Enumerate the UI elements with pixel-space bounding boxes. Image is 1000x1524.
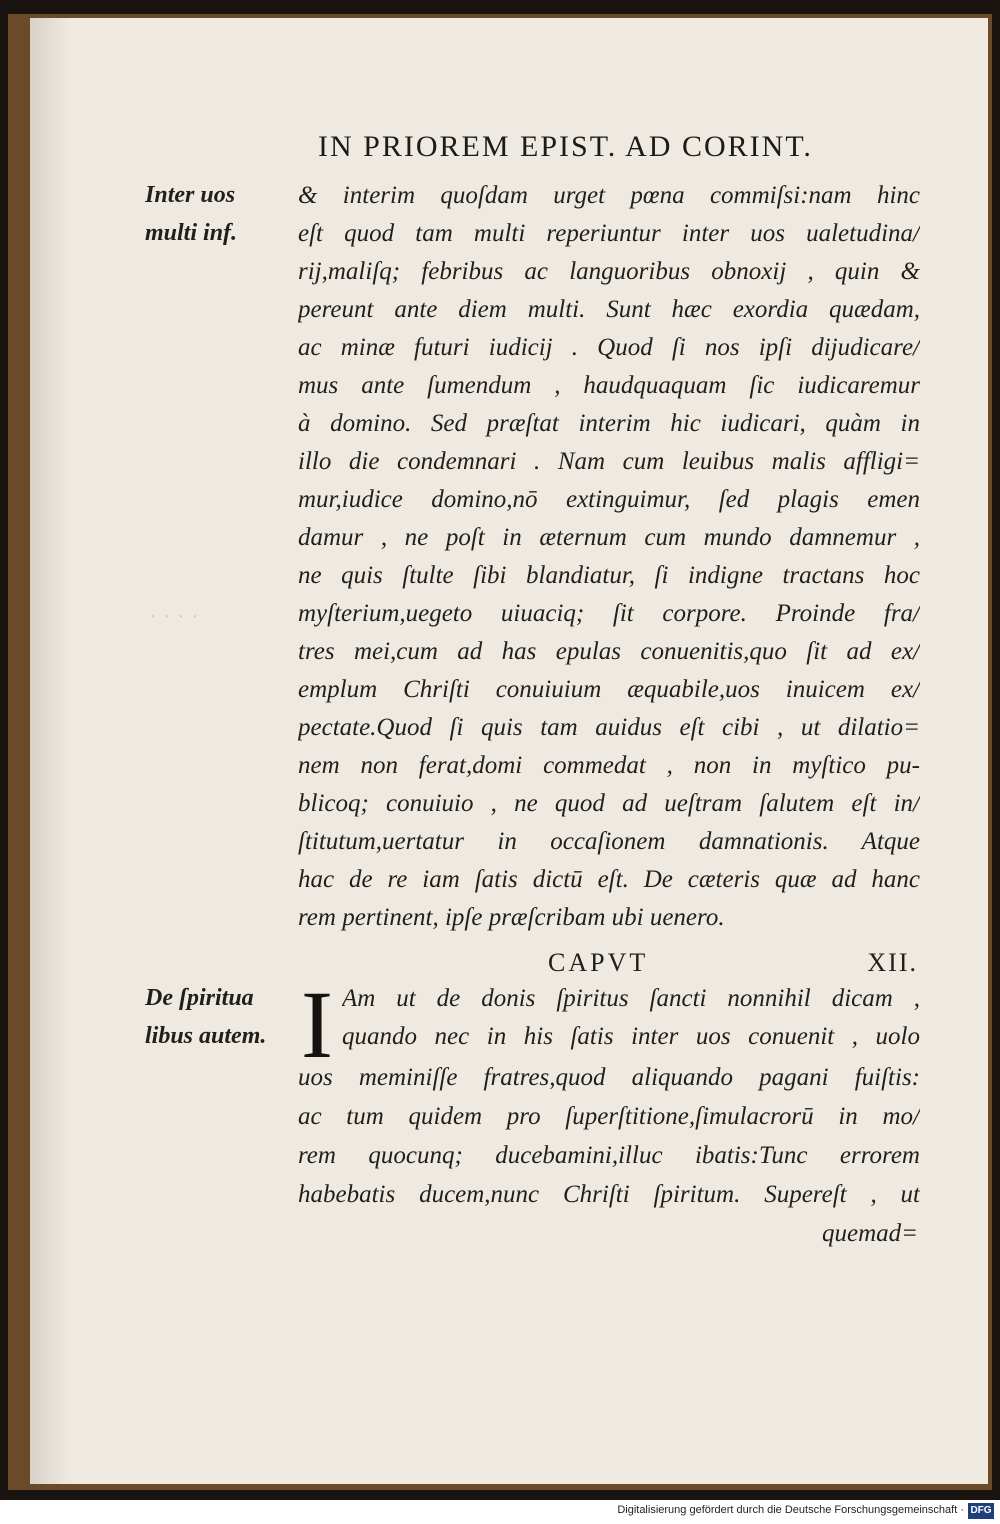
footer-bar — [0, 1500, 1000, 1524]
dfg-logo: DFG — [968, 1503, 994, 1519]
text-line: blicoq; conuiuio , ne quod ad ueſtram ſalutem eſt in/ — [298, 790, 920, 817]
margin-note: libus autem. — [145, 1023, 267, 1049]
text-line: nem non ferat,domi commedat , non in myſtico pu- — [298, 752, 920, 779]
text-line: illo die condemnari . Nam cum leuibus malis affligi= — [298, 448, 920, 475]
margin-note: De ſpiritua — [145, 985, 254, 1011]
text-line: à domino. Sed præſtat interim hic iudicari, quàm in — [298, 410, 920, 437]
text-line: quando nec in his ſatis inter uos conuenit , uolo — [342, 1023, 920, 1050]
text-line: pectate.Quod ſi quis tam auidus eſt cibi , ut dilatio= — [298, 714, 920, 741]
text-line: hac de re iam ſatis dictū eſt. De cæteris quæ ad hanc — [298, 866, 920, 893]
text-line: mus ante ſumendum , haudquaquam ſic iudicaremur — [298, 372, 920, 399]
chapter-title: CAPVT — [548, 948, 649, 977]
catchword: quemad= — [821, 1220, 918, 1247]
text-line: Am ut de donis ſpiritus ſancti nonnihil dicam , — [342, 985, 920, 1012]
text-line: eſt quod tam multi reperiuntur inter uos ualetudina/ — [298, 220, 920, 247]
text-line: mur,iudice domino,nō extinguimur, ſed plagis emen — [298, 486, 920, 513]
text-line: myſterium,uegeto uiuaciq; ſit corpore. Proinde fra/ — [298, 600, 920, 627]
funding-credit: Digitalisierung gefördert durch die Deutsche Forschungsgemeinschaft · — [617, 1504, 964, 1516]
show-through-smudge: · · · · — [150, 606, 199, 628]
margin-note: Inter uos — [145, 182, 236, 208]
text-line: ſtitutum,uertatur in occaſionem damnationis. Atque — [298, 828, 920, 855]
text-line: habebatis ducem,nunc Chriſti ſpiritum. Supereſt , ut — [298, 1181, 920, 1208]
text-line: damur , ne poſt in æternum cum mundo damnemur , — [298, 524, 920, 551]
text-line: pereunt ante diem multi. Sunt hæc exordia quædam, — [298, 296, 920, 323]
text-line: rem quocunq; ducebamini,illuc ibatis:Tunc errorem — [298, 1142, 920, 1169]
text-line: & interim quoſdam urget pœna commiſsi:nam hinc — [298, 182, 920, 209]
text-line: rij,maliſq; febribus ac languoribus obnoxij , quin & — [298, 258, 920, 285]
text-line: tres mei,cum ad has epulas conuenitis,quo ſit ad ex/ — [298, 638, 920, 665]
text-line: uos meminiſſe fratres,quod aliquando pagani fuiſtis: — [298, 1064, 920, 1091]
text-line: ac minæ futuri iudicij . Quod ſi nos ipſi dijudicare/ — [298, 334, 920, 361]
text-line: rem pertinent, ipſe præſcribam ubi uenero. — [298, 904, 725, 931]
chapter-number: XII. — [867, 948, 918, 977]
text-line: emplum Chriſti conuiuium æquabile,uos inuicem ex/ — [298, 676, 920, 703]
text-line: ne quis ſtulte ſibi blandiatur, ſi indigne tractans hoc — [298, 562, 920, 589]
text-line: ac tum quidem pro ſuperſtitione,ſimulacrorū in mo/ — [298, 1103, 920, 1130]
running-header: IN PRIOREM EPIST. AD CORINT. — [318, 130, 813, 163]
drop-cap-initial: I — [301, 971, 333, 1078]
margin-note: multi inf. — [145, 220, 238, 246]
